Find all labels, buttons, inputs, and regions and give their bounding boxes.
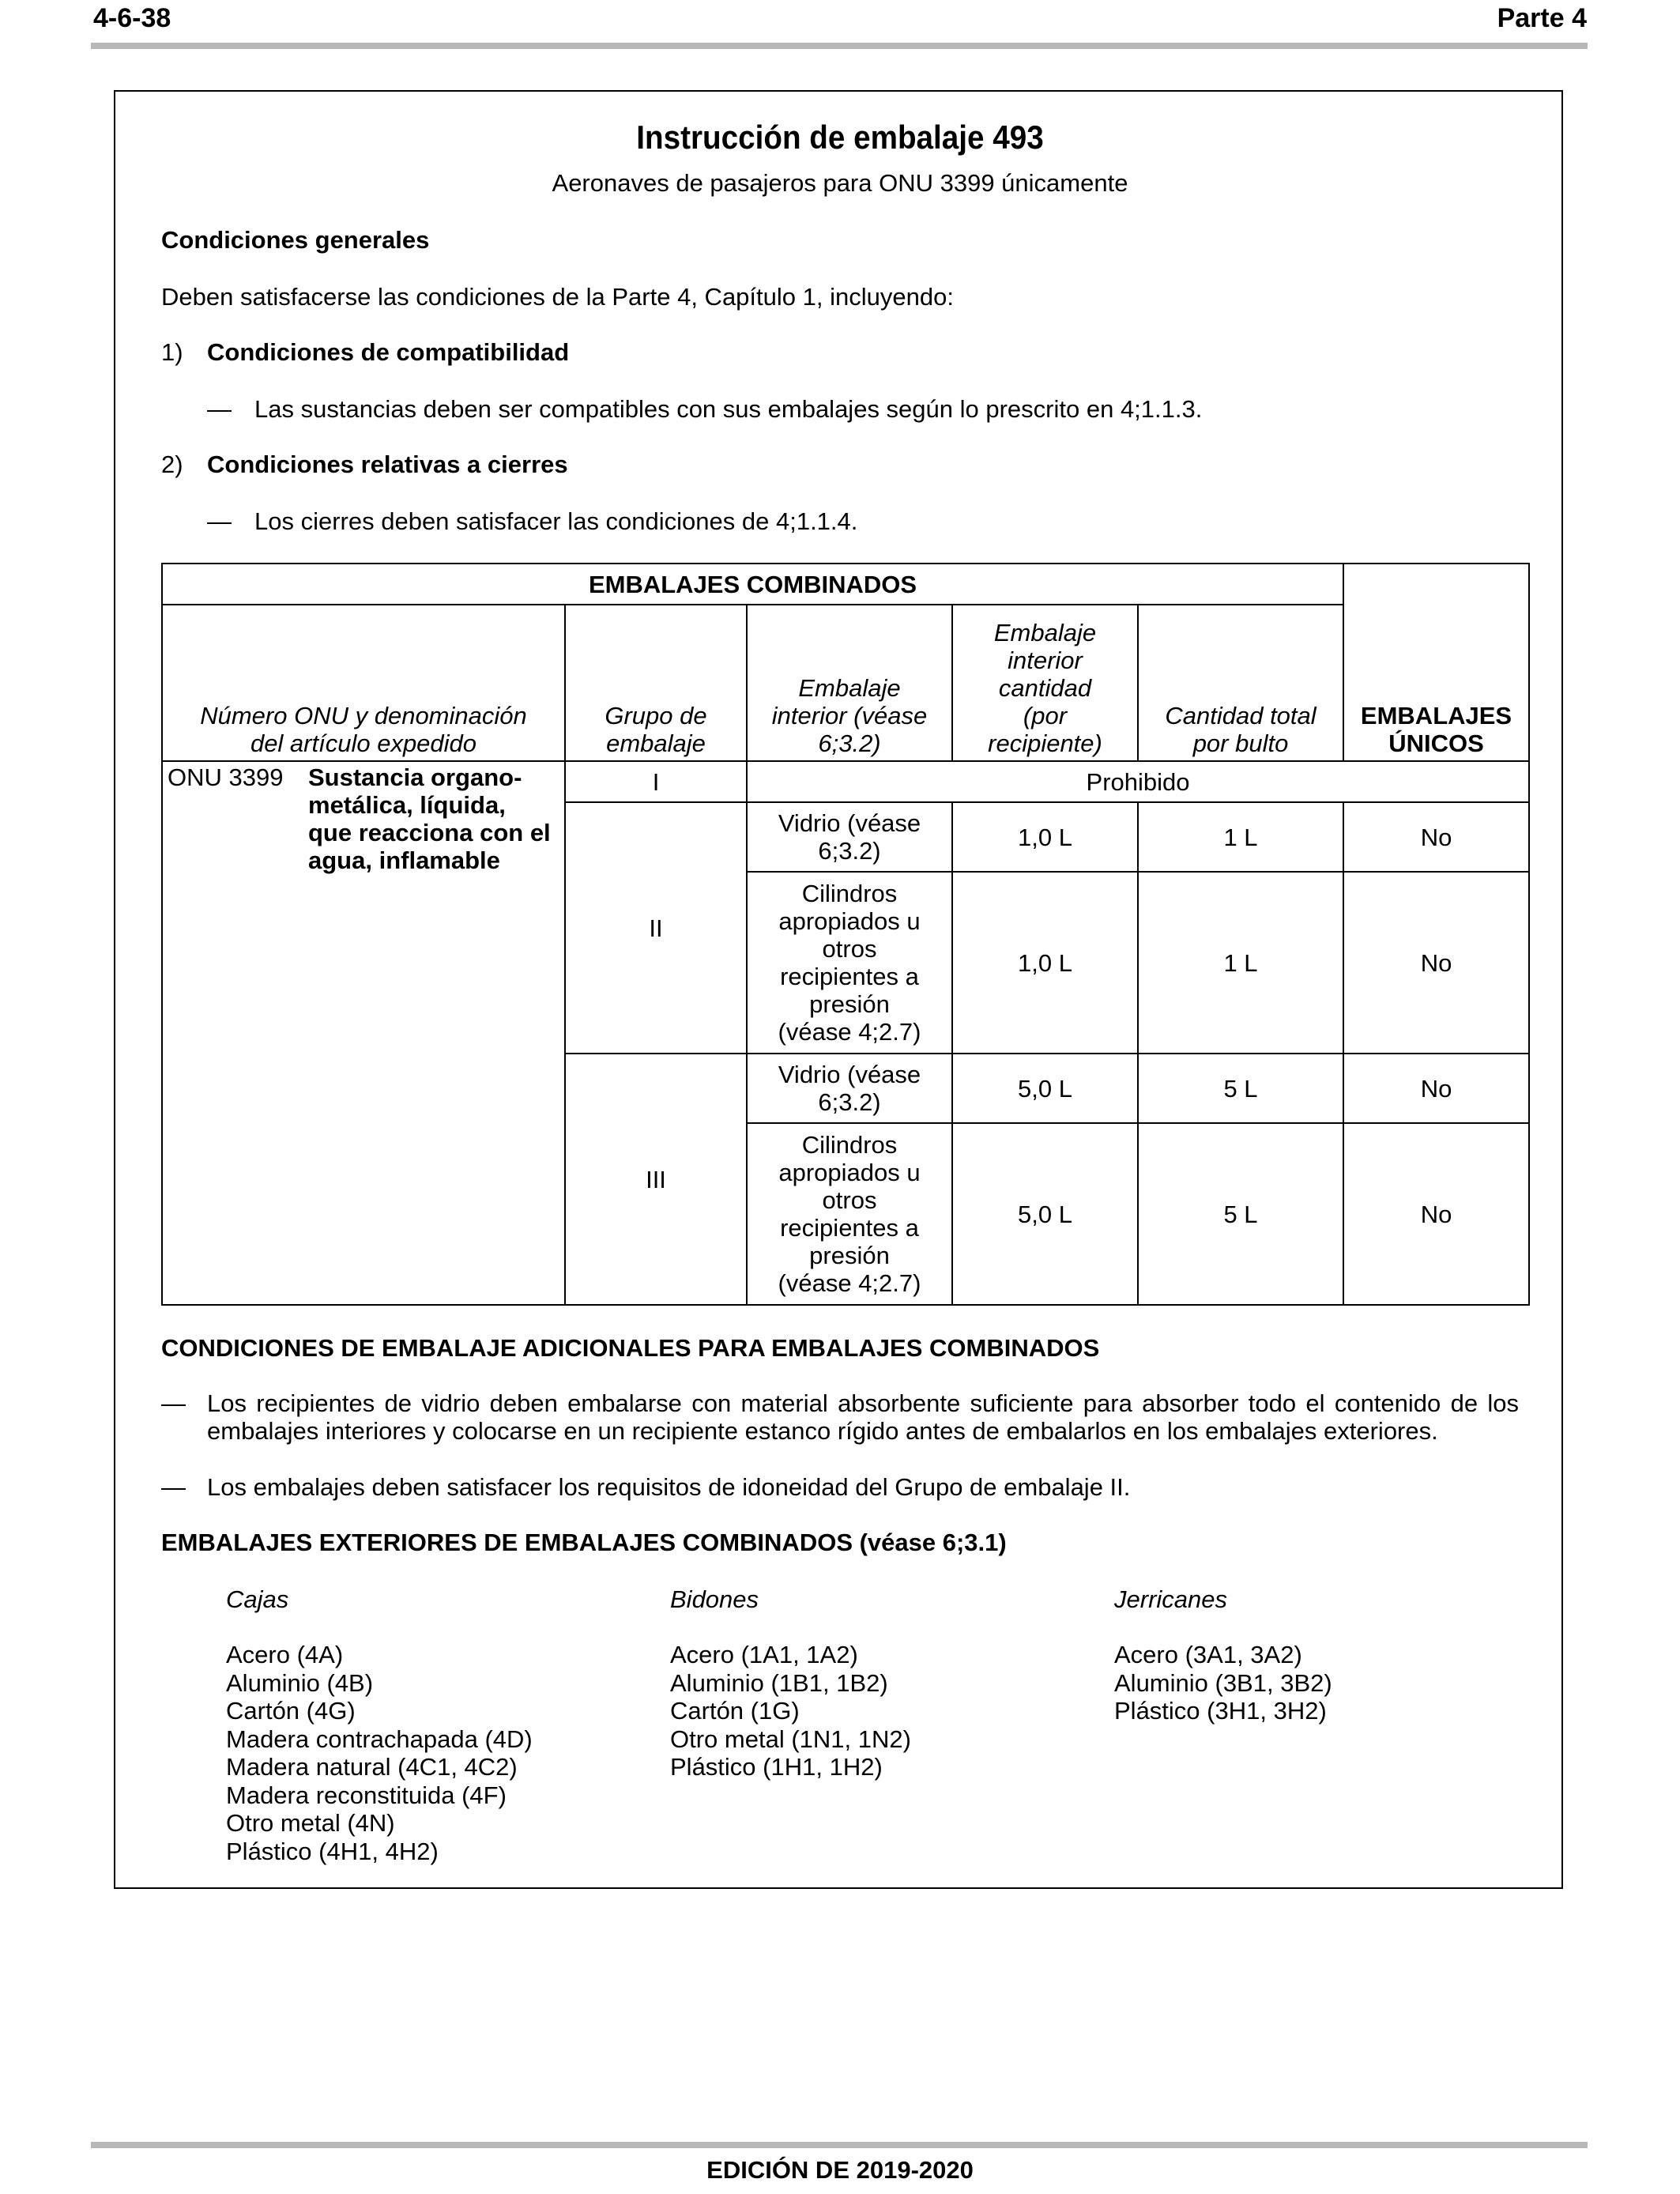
additional-dash-2: — xyxy=(161,1473,186,1501)
item-1-heading: Condiciones de compatibilidad xyxy=(207,338,570,366)
list-item: Otro metal (4N) xyxy=(226,1809,395,1837)
inner-cell: Cilindros apropiados u otros recipientes a presión (véase 4;2.7) xyxy=(747,1123,952,1305)
footer-rule xyxy=(91,2142,1588,2148)
additional-heading: CONDICIONES DE EMBALAJE ADICIONALES PARA EMBALAJES COMBINADOS xyxy=(161,1334,1100,1362)
item-2-heading: Condiciones relativas a cierres xyxy=(207,450,568,478)
pg-ii-cell: II xyxy=(565,802,747,1054)
list-item: Aluminio (3B1, 3B2) xyxy=(1114,1668,1332,1697)
header-rule xyxy=(91,43,1588,49)
item-1-number: 1) xyxy=(161,338,183,366)
un-number: ONU 3399 xyxy=(168,763,284,791)
total-qty-cell: 5 L xyxy=(1138,1123,1343,1305)
outer-list-drums xyxy=(670,1641,911,1781)
list-item: Madera natural (4C1, 4C2) xyxy=(226,1753,518,1781)
list-item: Madera reconstituida (4F) xyxy=(226,1781,507,1809)
single-cell: No xyxy=(1343,872,1529,1054)
col-total-header: Cantidad total por bulto xyxy=(1138,605,1343,761)
single-cell: No xyxy=(1343,802,1529,872)
general-intro: Deben satisfacerse las condiciones de la Parte 4, Capítulo 1, incluyendo: xyxy=(161,283,954,311)
list-item: Acero (1A1, 1A2) xyxy=(670,1641,858,1668)
un-cell xyxy=(162,761,565,1305)
list-item: Acero (3A1, 3A2) xyxy=(1114,1641,1302,1668)
additional-item-1: Los recipientes de vidrio deben embalarse con material absorbente suficiente para absorber todo el contenido de los embalajes interiores y colocarse en un recipiente estanco rígido antes de embalarlos en los embalajes exteriores. xyxy=(207,1389,1519,1445)
total-qty-cell: 5 L xyxy=(1138,1054,1343,1123)
item-2-dash: — xyxy=(207,507,232,535)
additional-dash-1: — xyxy=(161,1389,186,1417)
outer-col-title-boxes: Cajas xyxy=(226,1585,289,1613)
single-cell: No xyxy=(1343,1123,1529,1305)
outer-col-title-jerricans: Jerricanes xyxy=(1114,1585,1227,1613)
general-heading: Condiciones generales xyxy=(161,226,430,254)
prohibited-cell: Prohibido xyxy=(747,761,1529,802)
un-name: Sustancia organo-metálica, líquida, que reacciona con el agua, inflamable xyxy=(308,763,551,874)
pg-i-cell: I xyxy=(565,761,747,802)
col-un-header: Número ONU y denominación del artículo expedido xyxy=(162,605,565,761)
col-inner-qty-header: Embalaje interior cantidad (por recipiente) xyxy=(952,605,1138,761)
outer-heading: EMBALAJES EXTERIORES DE EMBALAJES COMBINADOS (véase 6;3.1) xyxy=(161,1529,1007,1556)
page-number: 4-6-38 xyxy=(93,3,171,33)
col-pg-header: Grupo de embalaje xyxy=(565,605,747,761)
list-item: Aluminio (4B) xyxy=(226,1668,374,1697)
list-item: Acero (4A) xyxy=(226,1641,344,1668)
combined-packaging-header: EMBALAJES COMBINADOS xyxy=(162,564,1343,605)
inner-qty-cell: 5,0 L xyxy=(952,1054,1138,1123)
list-item: Plástico (3H1, 3H2) xyxy=(1114,1697,1327,1725)
inner-qty-cell: 1,0 L xyxy=(952,802,1138,872)
packing-table xyxy=(161,563,1530,1306)
part-label: Parte 4 xyxy=(1497,3,1587,33)
item-2-text: Los cierres deben satisfacer las condiciones de 4;1.1.4. xyxy=(254,507,858,535)
list-item: Madera contrachapada (4D) xyxy=(226,1725,533,1753)
additional-item-2: Los embalajes deben satisfacer los requisitos de idoneidad del Grupo de embalaje II. xyxy=(207,1473,1131,1501)
list-item: Plástico (1H1, 1H2) xyxy=(670,1753,883,1781)
list-item: Cartón (1G) xyxy=(670,1697,800,1725)
list-item: Aluminio (1B1, 1B2) xyxy=(670,1668,888,1697)
col-inner-header: Embalaje interior (véase 6;3.2) xyxy=(747,605,952,761)
inner-cell: Vidrio (véase 6;3.2) xyxy=(747,1054,952,1123)
page-subtitle: Aeronaves de pasajeros para ONU 3399 únicamente xyxy=(552,169,1128,197)
total-qty-cell: 1 L xyxy=(1138,872,1343,1054)
page-title: Instrucción de embalaje 493 xyxy=(636,119,1044,156)
outer-list-boxes xyxy=(226,1641,533,1865)
list-item: Cartón (4G) xyxy=(226,1697,356,1725)
outer-col-title-drums: Bidones xyxy=(670,1585,759,1613)
item-1-text: Las sustancias deben ser compatibles con sus embalajes según lo prescrito en 4;1.1.3. xyxy=(254,395,1203,423)
inner-qty-cell: 1,0 L xyxy=(952,872,1138,1054)
edition-footer: EDICIÓN DE 2019-2020 xyxy=(706,2156,974,2184)
outer-list-jerricans xyxy=(1114,1641,1332,1725)
total-qty-cell: 1 L xyxy=(1138,802,1343,872)
list-item: Plástico (4H1, 4H2) xyxy=(226,1837,439,1865)
inner-cell: Cilindros apropiados u otros recipientes a presión (véase 4;2.7) xyxy=(747,872,952,1054)
item-2-number: 2) xyxy=(161,450,183,478)
inner-cell: Vidrio (véase 6;3.2) xyxy=(747,802,952,872)
inner-qty-cell: 5,0 L xyxy=(952,1123,1138,1305)
single-packaging-header: EMBALAJES ÚNICOS xyxy=(1343,564,1529,761)
list-item: Otro metal (1N1, 1N2) xyxy=(670,1725,911,1753)
pg-iii-cell: III xyxy=(565,1054,747,1305)
item-1-dash: — xyxy=(207,395,232,423)
single-cell: No xyxy=(1343,1054,1529,1123)
